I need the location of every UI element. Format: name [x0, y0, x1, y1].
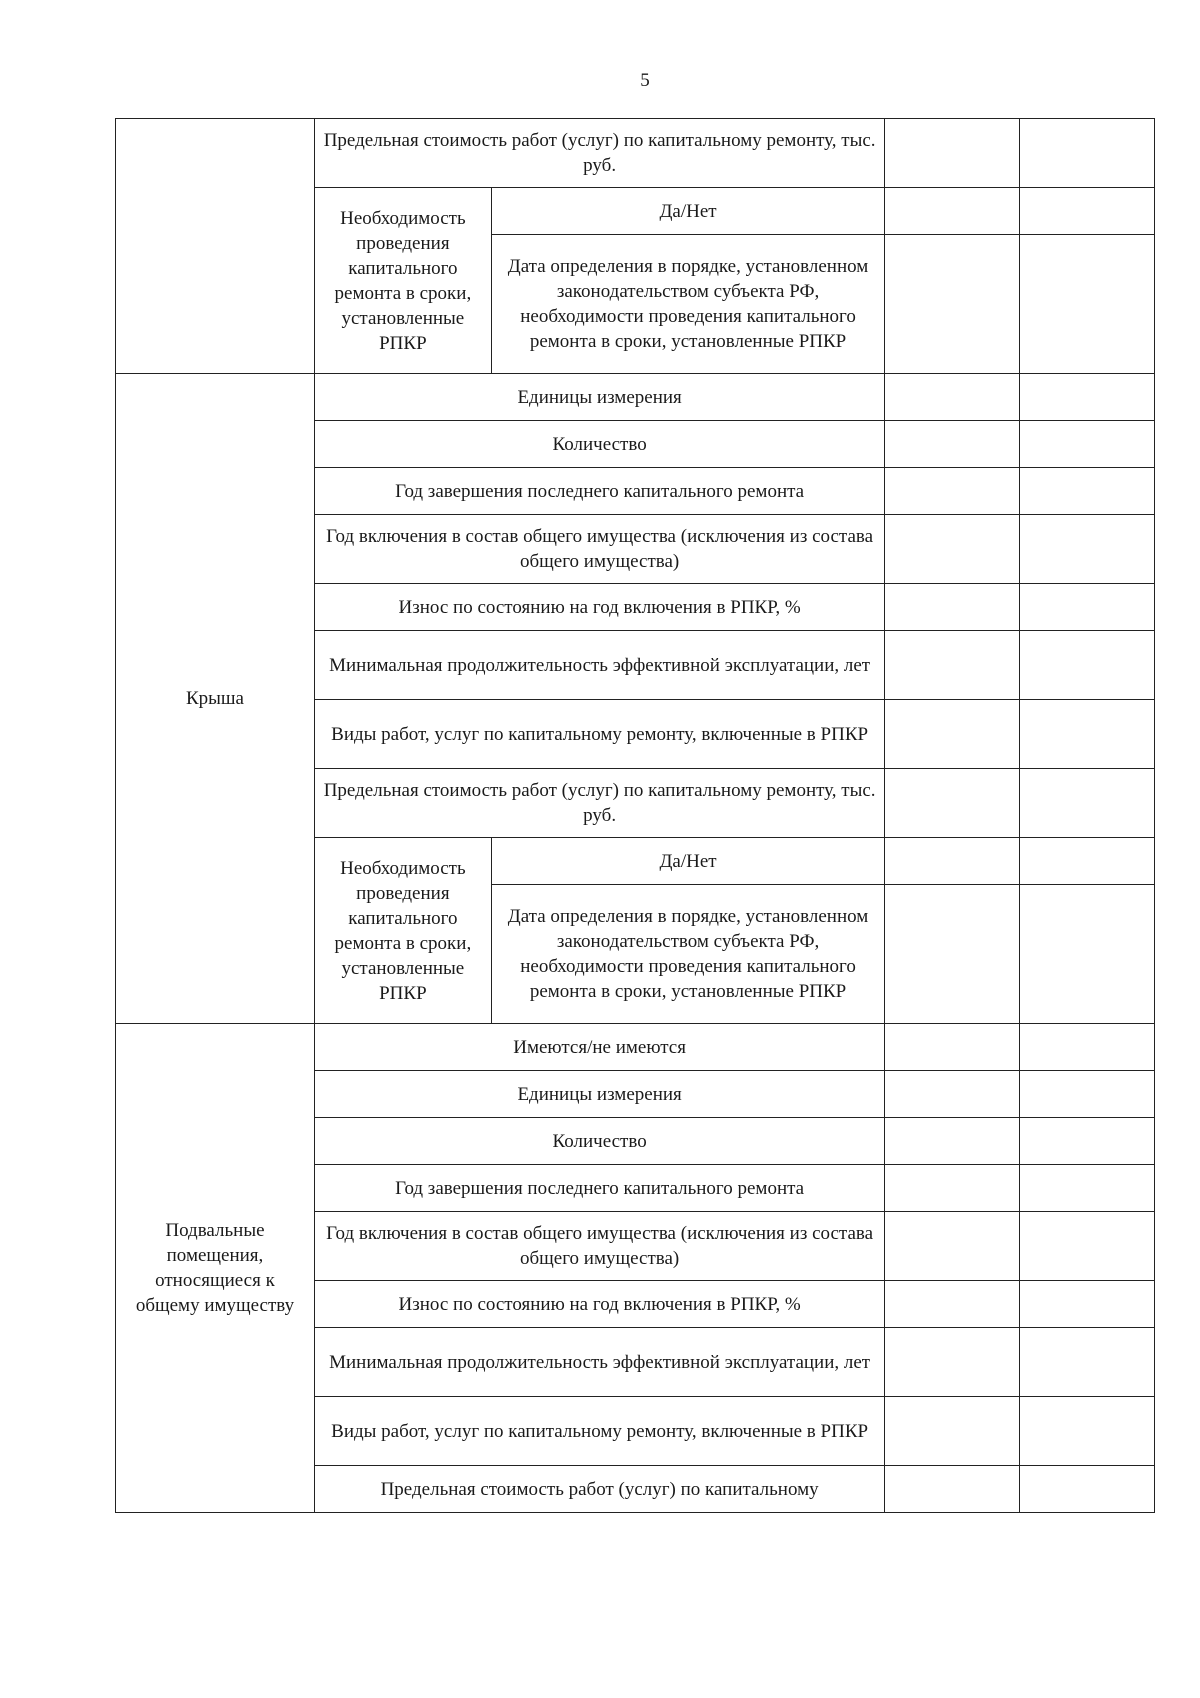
value-cell[interactable]	[1020, 584, 1155, 631]
row-label: Имеются/не имеются	[314, 1024, 884, 1071]
row-label: Да/Нет	[491, 188, 884, 235]
row-label: Предельная стоимость работ (услуг) по капитальному ремонту, тыс. руб.	[314, 769, 884, 838]
value-cell[interactable]	[1020, 1466, 1155, 1513]
row-label: Год завершения последнего капитального ремонта	[314, 468, 884, 515]
table-row	[116, 1024, 1155, 1071]
row-label: Минимальная продолжительность эффективной эксплуатации, лет	[314, 631, 884, 700]
value-cell[interactable]	[1020, 769, 1155, 838]
value-cell[interactable]	[885, 885, 1020, 1024]
row-label: Виды работ, услуг по капитальному ремонту, включенные в РПКР	[314, 1397, 884, 1466]
value-cell[interactable]	[1020, 885, 1155, 1024]
row-label: Износ по состоянию на год включения в РПКР, %	[314, 1281, 884, 1328]
row-label: Единицы измерения	[314, 374, 884, 421]
value-cell[interactable]	[1020, 1328, 1155, 1397]
value-cell[interactable]	[885, 374, 1020, 421]
value-cell[interactable]	[885, 1212, 1020, 1281]
row-label: Виды работ, услуг по капитальному ремонту, включенные в РПКР	[314, 700, 884, 769]
row-label: Износ по состоянию на год включения в РПКР, %	[314, 584, 884, 631]
value-cell[interactable]	[1020, 374, 1155, 421]
row-label: Год включения в состав общего имущества (исключения из состава общего имущества)	[314, 515, 884, 584]
necessity-label: Необходимость проведения капитального ремонта в сроки, установленные РПКР	[314, 188, 491, 374]
value-cell[interactable]	[885, 1024, 1020, 1071]
value-cell[interactable]	[885, 1281, 1020, 1328]
row-label: Количество	[314, 1118, 884, 1165]
page-number: 5	[640, 70, 650, 91]
value-cell[interactable]	[1020, 1165, 1155, 1212]
table-row	[116, 374, 1155, 421]
value-cell[interactable]	[885, 1466, 1020, 1513]
value-cell[interactable]	[1020, 1024, 1155, 1071]
row-label: Предельная стоимость работ (услуг) по капитальному	[314, 1466, 884, 1513]
value-cell[interactable]	[885, 1071, 1020, 1118]
necessity-label: Необходимость проведения капитального ремонта в сроки, установленные РПКР	[314, 838, 491, 1024]
value-cell[interactable]	[885, 631, 1020, 700]
value-cell[interactable]	[1020, 468, 1155, 515]
value-cell[interactable]	[885, 1165, 1020, 1212]
value-cell[interactable]	[1020, 1071, 1155, 1118]
row-label: Дата определения в порядке, установленном законодательством субъекта РФ, необходимости проведения капитального ремонта в сроки, установленные РПКР	[491, 885, 884, 1024]
value-cell[interactable]	[885, 515, 1020, 584]
value-cell[interactable]	[885, 1118, 1020, 1165]
value-cell[interactable]	[885, 584, 1020, 631]
value-cell[interactable]	[885, 421, 1020, 468]
group-label-roof: Крыша	[116, 374, 315, 1024]
value-cell[interactable]	[1020, 1118, 1155, 1165]
value-cell[interactable]	[1020, 700, 1155, 769]
row-label: Единицы измерения	[314, 1071, 884, 1118]
value-cell[interactable]	[1020, 1212, 1155, 1281]
value-cell[interactable]	[1020, 1281, 1155, 1328]
row-label: Дата определения в порядке, установленном законодательством субъекта РФ, необходимости проведения капитального ремонта в сроки, установленные РПКР	[491, 235, 884, 374]
value-cell[interactable]	[1020, 421, 1155, 468]
row-label: Год включения в состав общего имущества (исключения из состава общего имущества)	[314, 1212, 884, 1281]
value-cell[interactable]	[885, 468, 1020, 515]
value-cell[interactable]	[1020, 838, 1155, 885]
table-row	[116, 119, 1155, 188]
group-label-basement: Подвальные помещения, относящиеся к общему имуществу	[116, 1024, 315, 1513]
value-cell[interactable]	[1020, 1397, 1155, 1466]
capital-repair-table	[115, 118, 1155, 1513]
value-cell[interactable]	[885, 235, 1020, 374]
row-label: Количество	[314, 421, 884, 468]
group-cell-continued	[116, 119, 315, 374]
row-label: Да/Нет	[491, 838, 884, 885]
row-label: Минимальная продолжительность эффективной эксплуатации, лет	[314, 1328, 884, 1397]
value-cell[interactable]	[885, 1397, 1020, 1466]
value-cell[interactable]	[1020, 515, 1155, 584]
row-label: Предельная стоимость работ (услуг) по капитальному ремонту, тыс. руб.	[314, 119, 884, 188]
value-cell[interactable]	[885, 188, 1020, 235]
value-cell[interactable]	[1020, 631, 1155, 700]
value-cell[interactable]	[1020, 235, 1155, 374]
value-cell[interactable]	[885, 769, 1020, 838]
value-cell[interactable]	[885, 700, 1020, 769]
row-label: Год завершения последнего капитального ремонта	[314, 1165, 884, 1212]
value-cell[interactable]	[885, 119, 1020, 188]
value-cell[interactable]	[1020, 188, 1155, 235]
value-cell[interactable]	[1020, 119, 1155, 188]
value-cell[interactable]	[885, 838, 1020, 885]
value-cell[interactable]	[885, 1328, 1020, 1397]
